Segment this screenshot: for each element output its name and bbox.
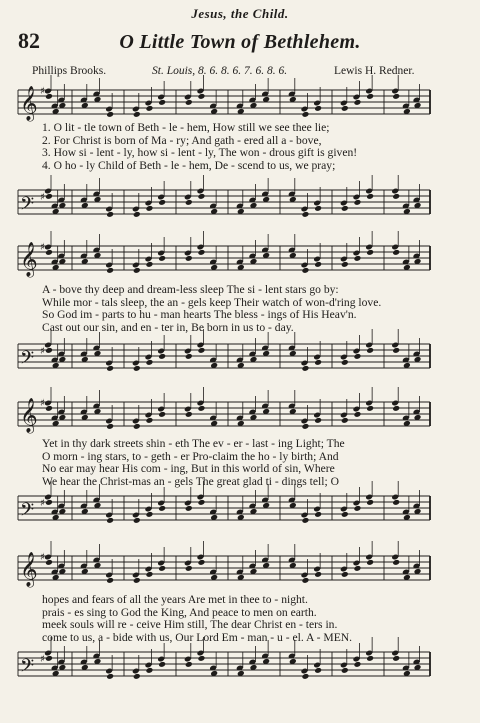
lyrics-block-3 [42, 438, 437, 488]
lyrics-block-1 [42, 122, 437, 172]
sharp-icon: ♯ [40, 346, 45, 357]
lyric-verse-1: Yet in thy dark streets shin - eth The ev - er - last - ing Light; The [42, 438, 345, 450]
note-head [146, 261, 154, 268]
note-head [302, 673, 310, 680]
note-head [45, 193, 53, 200]
note-head [354, 199, 362, 206]
note-head [158, 353, 166, 360]
lyric-verse-3: No ear may hear His com - ing, But in this world of sin, Where [42, 463, 335, 476]
note-head [185, 411, 193, 418]
note-head [185, 99, 193, 106]
note-head [314, 511, 322, 518]
note-head [198, 559, 206, 566]
note-head [45, 405, 53, 412]
note-head [392, 193, 400, 200]
note-head [106, 577, 114, 584]
note-head [185, 565, 193, 572]
note-head [133, 517, 141, 524]
bass-clef-icon: 𝄢 [20, 348, 35, 373]
note-head [133, 423, 141, 430]
note-head [366, 499, 374, 506]
note-head [302, 577, 310, 584]
note-head [198, 405, 206, 412]
note-head [366, 347, 374, 354]
lyric-verse-2: prais - es sing to God the King, And peace to men on earth. [42, 606, 317, 619]
hymn-number: 82 [18, 28, 40, 53]
note-head [146, 667, 154, 674]
lyrics-block-4 [42, 594, 437, 644]
note-head [392, 405, 400, 412]
note-head [133, 577, 141, 584]
note-head [366, 193, 374, 200]
note-head [354, 411, 362, 418]
note-head [314, 417, 322, 424]
lyric-verse-3: 3. How si - lent - ly, how si - lent - ly, The won - drous gift is given! [42, 147, 358, 160]
note-head [314, 571, 322, 578]
tune-meter: St. Louis, 8. 6. 8. 6. 7. 6. 8. 6. [152, 65, 288, 77]
lyric-verse-2: While mor - tals sleep, the an - gels keep Their watch of won-d'ring love. [42, 296, 382, 309]
note-head [341, 511, 349, 518]
note-head [392, 499, 400, 506]
bass-staff [12, 184, 432, 228]
note-head [106, 365, 114, 372]
note-head [198, 499, 206, 506]
note-head [45, 499, 53, 506]
note-head [158, 255, 166, 262]
lyric-verse-2: 2. For Christ is born of Ma - ry; And gath - ered all a - bove, [42, 134, 322, 147]
note-head [341, 261, 349, 268]
sharp-icon: ♯ [40, 398, 45, 409]
sharp-icon: ♯ [40, 498, 45, 509]
note-head [185, 353, 193, 360]
treble-clef-icon: 𝄞 [20, 86, 38, 121]
bass-clef-icon: 𝄢 [20, 656, 35, 681]
note-head [392, 93, 400, 100]
note-head [314, 261, 322, 268]
treble-clef-icon: 𝄞 [20, 242, 38, 277]
note-head [302, 517, 310, 524]
note-head [106, 267, 114, 274]
note-head [302, 365, 310, 372]
lyricist-credit: Phillips Brooks. [32, 65, 107, 77]
hymn-title: O Little Town of Bethlehem. [119, 31, 361, 53]
note-head [106, 211, 114, 218]
note-head [45, 249, 53, 256]
lyric-verse-4: come to us, a - bide with us, Our Lord Em - man - u - el. A - MEN. [42, 631, 353, 644]
note-head [146, 105, 154, 112]
note-head [158, 661, 166, 668]
note-head [198, 347, 206, 354]
lyric-verse-4: 4. O ho - ly Child of Beth - le - hem, De - scend to us, we pray; [42, 159, 336, 172]
bass-staff [12, 338, 432, 382]
note-head [302, 211, 310, 218]
sharp-icon: ♯ [40, 242, 45, 253]
note-head [354, 99, 362, 106]
treble-staff [12, 550, 432, 594]
note-head [146, 205, 154, 212]
note-head [314, 205, 322, 212]
note-head [158, 411, 166, 418]
lyric-verse-1: hopes and fears of all the years Are met in thee to - night. [42, 594, 308, 606]
note-head [314, 359, 322, 366]
note-head [341, 417, 349, 424]
note-head [106, 423, 114, 430]
note-head [314, 667, 322, 674]
note-head [45, 93, 53, 100]
note-head [302, 111, 310, 118]
sharp-icon: ♯ [40, 552, 45, 563]
lyric-verse-2: O morn - ing stars, to - geth - er Pro-claim the ho - ly birth; And [42, 450, 339, 463]
note-head [146, 511, 154, 518]
sharp-icon: ♯ [40, 192, 45, 203]
treble-clef-icon: 𝄞 [20, 552, 38, 587]
lyric-verse-1: A - bove thy deep and dream-less sleep The si - lent stars go by: [42, 284, 339, 296]
note-head [198, 655, 206, 662]
note-head [354, 661, 362, 668]
note-head [314, 105, 322, 112]
note-head [133, 267, 141, 274]
note-head [341, 571, 349, 578]
note-head [341, 205, 349, 212]
note-head [392, 249, 400, 256]
note-head [185, 255, 193, 262]
note-head [158, 565, 166, 572]
bass-clef-icon: 𝄢 [20, 194, 35, 219]
lyric-verse-4: Cast out our sin, and en - ter in, Be born in us to - day. [42, 321, 294, 334]
bass-staff [12, 646, 432, 690]
treble-clef-icon: 𝄞 [20, 398, 38, 433]
note-head [185, 661, 193, 668]
lyric-verse-4: We hear the Christ-mas an - gels The great glad ti - dings tell; O [42, 475, 339, 488]
note-head [133, 673, 141, 680]
lyric-verse-1: 1. O lit - tle town of Beth - le - hem, How still we see thee lie; [42, 122, 330, 134]
note-head [106, 673, 114, 680]
note-head [106, 517, 114, 524]
note-head [133, 211, 141, 218]
note-head [45, 655, 53, 662]
composer-credit: Lewis H. Redner. [334, 65, 415, 77]
note-head [354, 353, 362, 360]
note-head [302, 423, 310, 430]
note-head [158, 199, 166, 206]
note-head [106, 111, 114, 118]
note-head [366, 559, 374, 566]
note-head [158, 99, 166, 106]
note-head [366, 93, 374, 100]
note-head [354, 505, 362, 512]
lyrics-block-2 [42, 284, 437, 334]
note-head [366, 655, 374, 662]
note-head [392, 559, 400, 566]
note-head [185, 505, 193, 512]
note-head [341, 105, 349, 112]
bass-clef-icon: 𝄢 [20, 500, 35, 525]
note-head [198, 93, 206, 100]
lyric-verse-3: meek souls will re - ceive Him still, The dear Christ en - ters in. [42, 619, 338, 632]
treble-staff [12, 240, 432, 284]
note-head [392, 347, 400, 354]
note-head [146, 571, 154, 578]
note-head [146, 359, 154, 366]
note-head [146, 417, 154, 424]
bass-staff [12, 490, 432, 534]
note-head [392, 655, 400, 662]
note-head [198, 249, 206, 256]
lyric-verse-3: So God im - parts to hu - man hearts The bless - ings of His Heav'n. [42, 309, 357, 322]
note-head [354, 565, 362, 572]
note-head [45, 347, 53, 354]
section-heading: Jesus, the Child. [191, 6, 289, 21]
treble-staff [12, 396, 432, 440]
note-head [366, 405, 374, 412]
note-head [302, 267, 310, 274]
sharp-icon: ♯ [40, 654, 45, 665]
note-head [341, 667, 349, 674]
note-head [366, 249, 374, 256]
note-head [185, 199, 193, 206]
note-head [354, 255, 362, 262]
note-head [341, 359, 349, 366]
sharp-icon: ♯ [40, 86, 45, 97]
note-head [133, 365, 141, 372]
note-head [198, 193, 206, 200]
note-head [133, 111, 141, 118]
note-head [45, 559, 53, 566]
note-head [158, 505, 166, 512]
